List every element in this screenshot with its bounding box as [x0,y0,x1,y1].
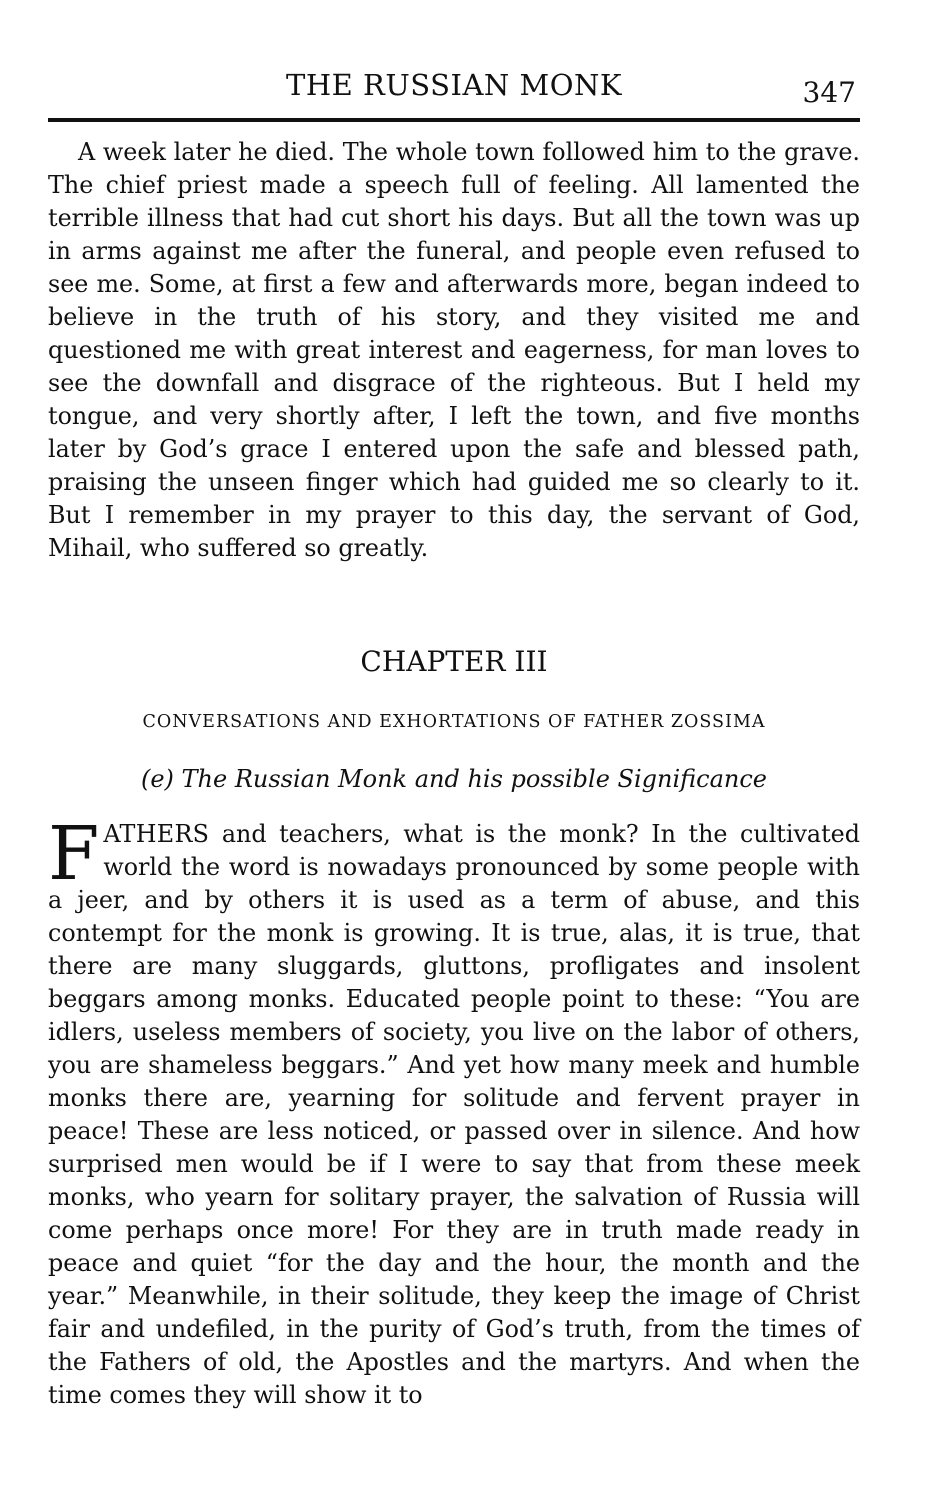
header-rule [48,118,860,122]
drop-cap: F [48,811,100,897]
running-head [48,68,860,108]
lead-caps-word: ATHERS [103,820,210,848]
chapter-title: CHAPTER III [360,645,548,678]
section-title: (e) The Russian Monk and his possible Significance [140,765,768,793]
running-head-title: THE RUSSIAN MONK [285,68,623,102]
chapter-subtitle: CONVERSATIONS AND EXHORTATIONS OF FATHER ZOSSIMA [142,712,766,732]
paragraph-2-text: and teachers, what is the monk? In the cultivated world the word is nowadays pronounced by some people with a jeer, and by others it is used as a term of abuse, and this contempt for the monk is growing. It is true, alas, it is true, that there are many sluggards, gluttons, profligates and insolent beggars among monks. Educated people point to these: “You are idlers, useless members of society, you live on the labor of others, you are shameless beggars.” And yet how many meek and humble monks there are, yearning for solitude and fervent prayer in peace! These are less noticed, or passed over in silence. And how surprised men would be if I were to say that from these meek monks, who yearn for solitary prayer, the salvation of Russia will come perhaps once more! For they are in truth made ready in peace and quiet “for the day and the hour, the month and the year.” Meanwhile, in their solitude, they keep the image of Christ fair and undefiled, in the purity of God’s truth, from the times of the Fathers of old, the Apostles and the martyrs. And when the time comes they will show it to [48,820,860,1409]
book-page [48,0,860,1500]
page-number: 347 [802,76,856,109]
paragraph-2 [48,811,860,1412]
paragraph-1: A week later he died. The whole town followed him to the grave. The chief priest made a speech full of feeling. All lamented the terrible illness that had cut short his days. But all the town was up in arms against me after the funeral, and people even refused to see me. Some, at first a few and afterwards more, began indeed to believe in the truth of his story, and they visited me and questioned me with great interest and eagerness, for man loves to see the downfall and disgrace of the righteous. But I held my tongue, and very shortly after, I left the town, and five months later by God’s grace I entered upon the safe and blessed path, praising the unseen finger which had guided me so clearly to it. But I remember in my prayer to this day, the servant of God, Mihail, who suffered so greatly. [48,138,860,562]
